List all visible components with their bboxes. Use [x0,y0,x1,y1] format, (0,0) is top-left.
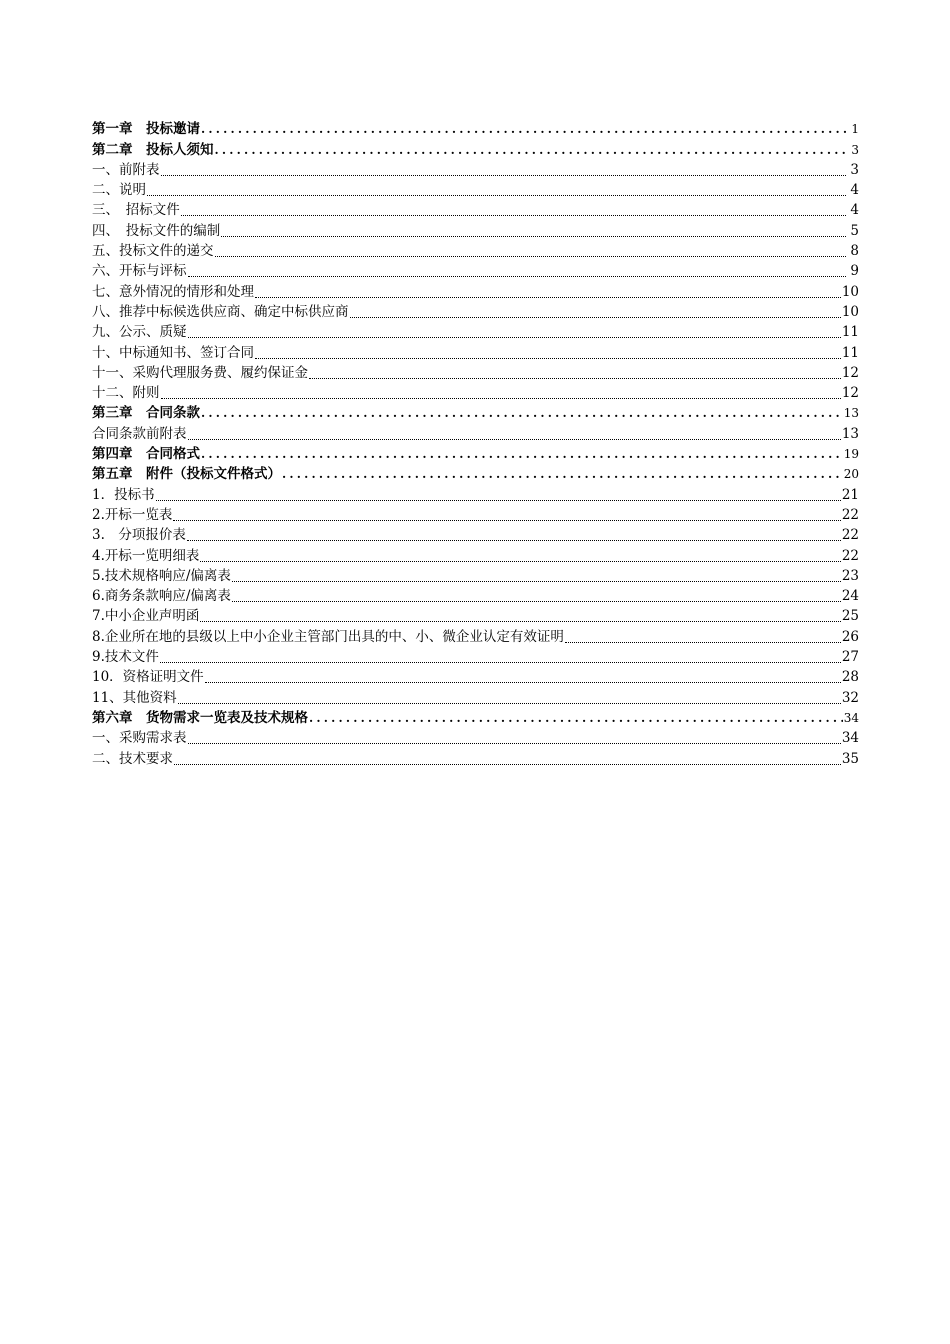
toc-dot-leader [221,221,846,241]
toc-section-entry[interactable] [92,322,859,342]
toc-entry-page-number: 3 [850,161,859,178]
toc-section-entry[interactable] [92,545,859,565]
toc-entry-title: 三、 招标文件 [92,202,180,219]
toc-entry-page-number: 13 [841,425,859,442]
toc-section-entry[interactable] [92,160,859,180]
toc-dot-leader [161,160,847,180]
toc-dot-leader [232,586,841,606]
toc-section-entry[interactable] [92,505,859,525]
toc-entry-title: 2.开标一览表 [92,506,173,523]
toc-entry-page-number: 34 [843,710,859,725]
toc-entry-page-number: 20 [843,467,859,482]
toc-entry-page-number: 12 [841,385,859,402]
toc-section-entry[interactable] [92,687,859,707]
toc-dot-leader [282,464,843,484]
toc-entry-page-number: 27 [841,649,859,666]
toc-dot-leader [181,200,846,220]
toc-entry-page-number: 26 [841,628,859,645]
toc-entry-title: 6.商务条款响应/偏离表 [92,588,231,605]
toc-dot-leader [178,688,841,708]
toc-entry-page-number: 32 [841,689,859,706]
toc-dot-leader [173,505,840,525]
toc-entry-title: 第六章 货物需求一览表及技术规格 [92,709,308,726]
toc-entry-page-number: 5 [850,222,859,239]
toc-entry-title: 八、推荐中标候选供应商、确定中标供应商 [92,303,349,320]
toc-entry-title: 第三章 合同条款 [92,405,200,422]
toc-entry-page-number: 11 [841,324,859,341]
toc-chapter-entry[interactable] [92,444,859,464]
toc-entry-page-number: 28 [841,669,859,686]
toc-entry-page-number: 19 [843,447,859,462]
toc-entry-title: 8.企业所在地的县级以上中小企业主管部门出具的中、小、微企业认定有效证明 [92,628,564,645]
toc-entry-title: 一、采购需求表 [92,730,187,747]
toc-section-entry[interactable] [92,241,859,261]
toc-dot-leader [188,728,841,748]
toc-entry-page-number: 24 [841,588,859,605]
table-of-contents [92,119,859,769]
toc-section-entry[interactable] [92,525,859,545]
toc-dot-leader [215,140,847,160]
toc-entry-page-number: 1 [851,122,859,137]
toc-entry-page-number: 4 [850,182,859,199]
toc-dot-leader [200,546,840,566]
toc-entry-page-number: 25 [841,608,859,625]
toc-entry-title: 二、技术要求 [92,750,173,767]
toc-section-entry[interactable] [92,748,859,768]
toc-entry-title: 1．投标书 [92,486,155,503]
toc-entry-title: 4.开标一览明细表 [92,547,200,564]
toc-entry-title: 合同条款前附表 [92,425,187,442]
toc-entry-page-number: 35 [841,750,859,767]
toc-section-entry[interactable] [92,342,859,362]
toc-entry-page-number: 34 [841,730,859,747]
toc-dot-leader [350,302,841,322]
toc-entry-page-number: 13 [843,406,859,421]
toc-dot-leader [174,749,841,769]
toc-section-entry[interactable] [92,667,859,687]
toc-dot-leader [161,383,841,403]
toc-entry-title: 二、说明 [92,182,146,199]
toc-section-entry[interactable] [92,586,859,606]
toc-entry-title: 9.技术文件 [92,649,159,666]
toc-dot-leader [255,282,841,302]
toc-section-entry[interactable] [92,220,859,240]
toc-chapter-entry[interactable] [92,708,859,728]
toc-section-entry[interactable] [92,383,859,403]
toc-dot-leader [188,322,841,342]
toc-section-entry[interactable] [92,200,859,220]
toc-dot-leader [215,241,847,261]
toc-entry-title: 十、中标通知书、签订合同 [92,344,254,361]
toc-dot-leader [565,627,841,647]
toc-dot-leader [201,444,843,464]
toc-entry-title: 3. 分项报价表 [92,527,186,544]
toc-section-entry[interactable] [92,626,859,646]
toc-section-entry[interactable] [92,728,859,748]
toc-entry-page-number: 3 [851,142,859,157]
toc-chapter-entry[interactable] [92,464,859,484]
toc-entry-page-number: 10 [841,303,859,320]
toc-entry-page-number: 22 [841,506,859,523]
toc-dot-leader [160,647,841,667]
toc-section-entry[interactable] [92,606,859,626]
toc-entry-page-number: 12 [841,364,859,381]
toc-entry-page-number: 11 [841,344,859,361]
toc-entry-title: 第五章 附件（投标文件格式） [92,466,281,483]
toc-entry-title: 四、 投标文件的编制 [92,222,221,239]
toc-section-entry[interactable] [92,261,859,281]
toc-entry-title: 五、投标文件的递交 [92,243,214,260]
toc-entry-title: 一、前附表 [92,161,160,178]
toc-dot-leader [188,261,847,281]
toc-dot-leader [201,119,846,139]
toc-entry-page-number: 21 [841,486,859,503]
toc-dot-leader [156,485,841,505]
toc-entry-page-number: 23 [841,567,859,584]
toc-section-entry[interactable] [92,423,859,443]
toc-dot-leader [309,363,841,383]
toc-entry-title: 7.中小企业声明函 [92,608,200,625]
toc-dot-leader [188,424,841,444]
toc-section-entry[interactable] [92,484,859,504]
toc-dot-leader [200,606,840,626]
toc-entry-title: 第四章 合同格式 [92,446,200,463]
toc-dot-leader [309,708,843,728]
toc-entry-title: 七、意外情况的情形和处理 [92,283,254,300]
toc-entry-title: 六、开标与评标 [92,263,187,280]
toc-entry-title: 11、其他资料 [92,689,177,706]
toc-entry-title: 十一、采购代理服务费、履约保证金 [92,364,308,381]
toc-chapter-entry[interactable] [92,139,859,159]
toc-dot-leader [147,180,846,200]
toc-entry-title: 第一章 投标邀请 [92,121,200,138]
toc-section-entry[interactable] [92,302,859,322]
toc-section-entry[interactable] [92,363,859,383]
toc-dot-leader [255,343,841,363]
toc-entry-page-number: 4 [850,202,859,219]
toc-entry-title: 5.技术规格响应/偏离表 [92,567,231,584]
toc-dot-leader [187,525,841,545]
toc-entry-title: 十二、附则 [92,385,160,402]
toc-entry-page-number: 10 [841,283,859,300]
toc-dot-leader [205,667,841,687]
toc-entry-page-number: 22 [841,527,859,544]
toc-entry-page-number: 8 [850,243,859,260]
toc-entry-page-number: 22 [841,547,859,564]
toc-entry-title: 10．资格证明文件 [92,669,204,686]
toc-chapter-entry[interactable] [92,403,859,423]
toc-dot-leader [201,403,843,423]
toc-section-entry[interactable] [92,281,859,301]
toc-chapter-entry[interactable] [92,119,859,139]
toc-dot-leader [232,566,841,586]
toc-section-entry[interactable] [92,647,859,667]
toc-entry-title: 第二章 投标人须知 [92,141,214,158]
toc-entry-title: 九、公示、质疑 [92,324,187,341]
toc-section-entry[interactable] [92,180,859,200]
toc-section-entry[interactable] [92,566,859,586]
toc-entry-page-number: 9 [850,263,859,280]
